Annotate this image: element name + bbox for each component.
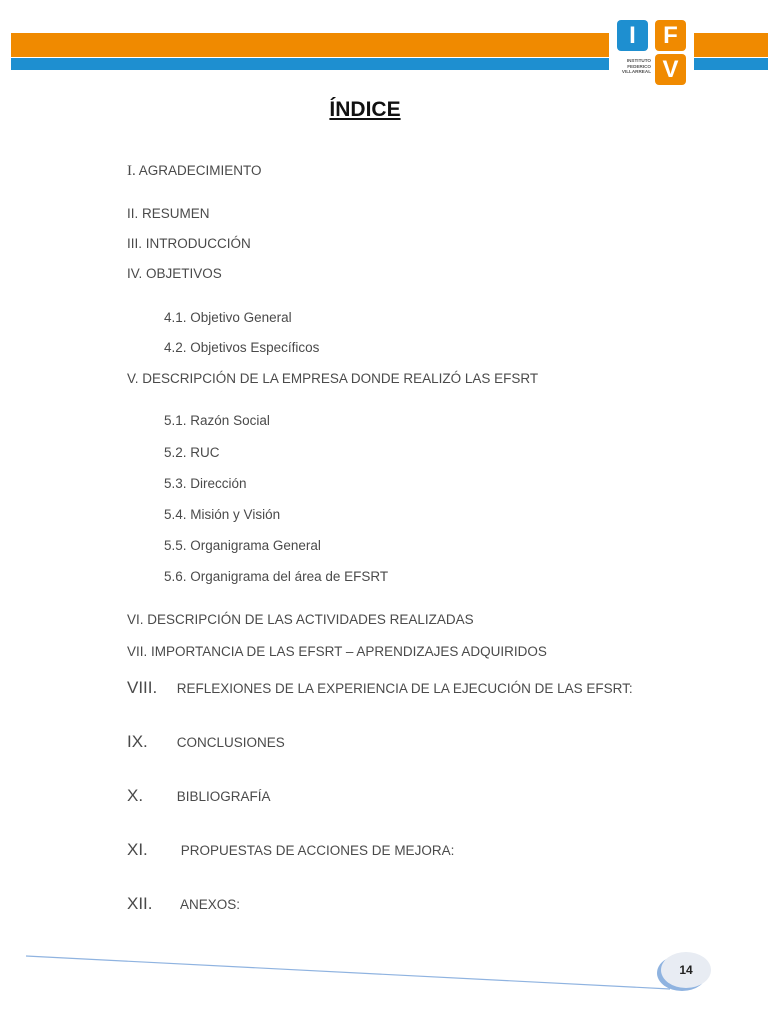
toc-entry-number: VIII. xyxy=(127,678,158,697)
logo-letter-f: F xyxy=(655,20,686,51)
toc-entry-label: Objetivo General xyxy=(190,310,292,325)
toc-entry-number: XII. xyxy=(127,894,153,913)
footer-divider xyxy=(26,956,670,989)
toc-entry-label: BIBLIOGRAFÍA xyxy=(176,789,271,804)
toc-entry-label: DESCRIPCIÓN DE LAS ACTIVIDADES REALIZADAS xyxy=(147,612,474,627)
toc-entry-label: Razón Social xyxy=(190,413,270,428)
toc-entry-label: RUC xyxy=(190,445,220,460)
logo-text-line: FEDERICO xyxy=(627,63,651,69)
toc-entry-label: DESCRIPCIÓN DE LA EMPRESA DONDE REALIZÓ LAS EFSRT xyxy=(142,371,539,386)
toc-entry-label: Organigrama General xyxy=(190,538,321,553)
toc-entry-number: III. xyxy=(127,236,143,251)
toc-entry-label: Misión y Visión xyxy=(190,507,281,522)
toc-entry-number: 5.3. xyxy=(164,476,187,491)
toc-entry-label: CONCLUSIONES xyxy=(176,735,285,750)
toc-entry-number: 5.2. xyxy=(164,445,187,460)
toc-entry-label: Dirección xyxy=(190,476,247,491)
toc-entry-label: Organigrama del área de EFSRT xyxy=(190,569,389,584)
toc-entry-number: VII. xyxy=(127,644,148,659)
toc-entry-label: Objetivos Específicos xyxy=(190,340,320,355)
toc-entry-label: ANEXOS: xyxy=(180,897,241,912)
toc-entry-number: 5.5. xyxy=(164,538,187,553)
toc-entry-number: X. xyxy=(127,786,144,805)
toc-entry-number: XI. xyxy=(127,840,148,859)
toc-entry-number: 4.2. xyxy=(164,340,187,355)
toc-entry-number: 5.4. xyxy=(164,507,187,522)
logo-text-line: INSTITUTO xyxy=(626,58,651,63)
toc-entry-label: IMPORTANCIA DE LAS EFSRT – APRENDIZAJES ADQUIRIDOS xyxy=(151,644,547,659)
page-title: ÍNDICE xyxy=(329,98,401,121)
toc-entry-label: REFLEXIONES DE LA EXPERIENCIA DE LA EJECUCIÓN DE LAS EFSRT: xyxy=(176,681,633,696)
toc-entry-number: 5.6. xyxy=(164,569,187,584)
toc-entry-number: 4.1. xyxy=(164,310,187,325)
toc-entry-number: II. xyxy=(127,206,139,221)
toc-entry-number: IX. xyxy=(127,732,148,751)
toc-entry-number: V. xyxy=(127,371,139,386)
toc-entry-number: 5.1. xyxy=(164,413,187,428)
toc-entry-label: RESUMEN xyxy=(142,206,210,221)
logo-letter-i: I xyxy=(617,20,648,51)
toc-entry-label: PROPUESTAS DE ACCIONES DE MEJORA: xyxy=(180,843,455,858)
toc-entry-number: VI. xyxy=(127,612,144,627)
toc-entry-label: AGRADECIMIENTO xyxy=(138,163,262,178)
toc-entry-label: INTRODUCCIÓN xyxy=(145,236,251,251)
logo-text-line: VILLARREAL xyxy=(621,69,651,75)
page-number: 14 xyxy=(661,952,711,988)
logo-letter-v: V xyxy=(655,54,686,85)
toc-entry-label: OBJETIVOS xyxy=(146,266,222,281)
toc-entry-number: I. xyxy=(127,163,136,179)
toc-entry-number: IV. xyxy=(127,266,143,281)
